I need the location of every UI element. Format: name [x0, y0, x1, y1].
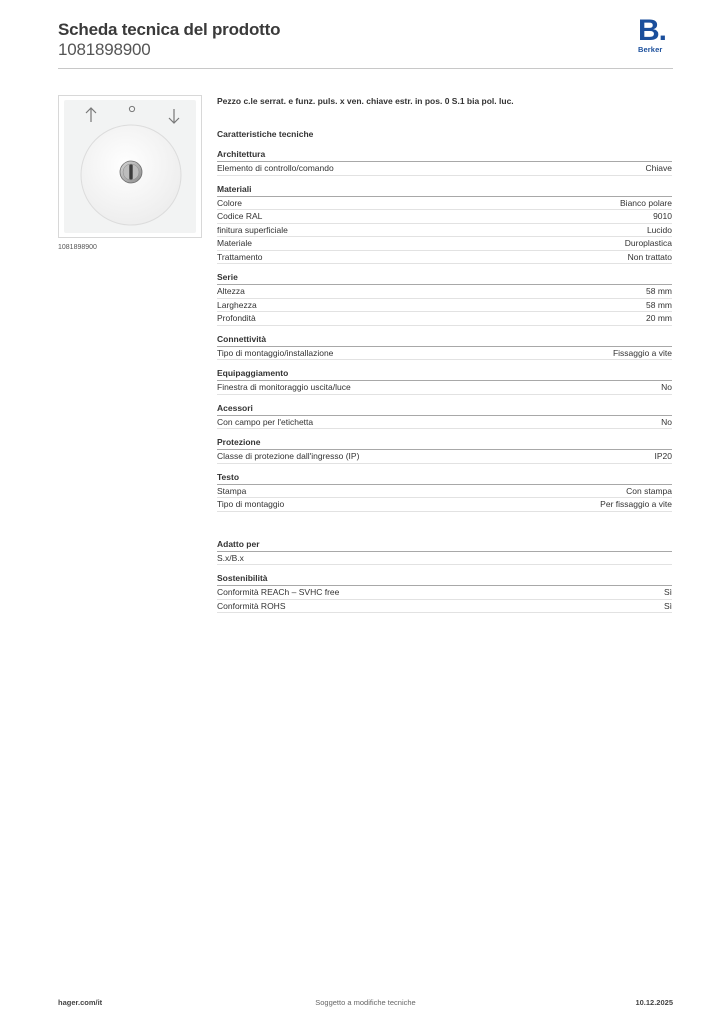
spec-row	[217, 237, 672, 251]
logo-word: Berker	[638, 45, 663, 54]
spec-row	[217, 485, 672, 499]
spec-row	[217, 299, 672, 313]
spec-value: Fissaggio a vite	[612, 347, 672, 358]
section-title: Testo	[217, 471, 672, 485]
circle-icon	[129, 106, 134, 111]
spec-label: Colore	[217, 197, 243, 208]
spec-label: Con campo per l'etichetta	[217, 416, 314, 427]
spec-row	[217, 312, 672, 326]
spec-value: 20 mm	[646, 313, 672, 323]
spec-row	[217, 416, 672, 430]
spec-row	[217, 224, 672, 238]
spec-value: Non trattato	[627, 251, 672, 262]
footer-date: 10.12.2025	[635, 998, 673, 1007]
spec-value: Sì	[663, 587, 672, 597]
spec-row	[217, 197, 672, 211]
spec-value: No	[661, 382, 672, 392]
section-connettivita	[217, 333, 672, 361]
section-title: Serie	[217, 271, 672, 285]
product-illustration	[64, 100, 196, 233]
image-caption: 1081898900	[58, 244, 97, 251]
section-title: Materiali	[217, 183, 672, 197]
characteristics-title: Caratteristiche tecniche	[217, 129, 314, 139]
spec-value: Bianco polare	[620, 197, 672, 208]
spec-row	[217, 251, 672, 265]
spec-value: 58 mm	[646, 286, 672, 296]
spec-label: Classe di protezione dall'ingresso (IP)	[217, 451, 360, 461]
spec-label: Conformità REACh – SVHC free	[217, 587, 340, 597]
key-cylinder-icon	[120, 161, 142, 183]
section-testo	[217, 471, 672, 512]
spec-value: 9010	[653, 211, 672, 221]
spec-label: Larghezza	[217, 299, 257, 310]
spec-row	[217, 162, 672, 176]
product-image	[58, 95, 202, 238]
spec-label: Altezza	[217, 286, 245, 296]
article-number: 1081898900	[58, 40, 151, 59]
footer-website-link[interactable]: hager.com/it	[58, 998, 103, 1007]
spec-value: Sì	[663, 600, 672, 611]
section-title: Architettura	[217, 148, 672, 162]
section-protezione	[217, 436, 672, 464]
header-divider	[58, 68, 673, 69]
spec-label: Profondità	[217, 313, 256, 323]
spec-label: Stampa	[217, 485, 247, 496]
product-plate	[64, 100, 196, 233]
spec-row	[217, 347, 672, 361]
section-title: Adatto per	[217, 538, 672, 552]
spec-row	[217, 210, 672, 224]
spec-row	[217, 381, 672, 395]
footer-notice: Soggetto a modifiche tecniche	[315, 998, 416, 1007]
spec-row	[217, 586, 672, 600]
section-adatto-per	[217, 538, 672, 566]
spec-label: Codice RAL	[217, 211, 263, 221]
spec-value: No	[661, 416, 672, 427]
spec-row	[217, 600, 672, 614]
spec-label: Conformità ROHS	[217, 600, 286, 611]
spec-value: 58 mm	[646, 299, 672, 310]
section-architettura	[217, 148, 672, 176]
product-description: Pezzo c.le serrat. e funz. puls. x ven. chiave estr. in pos. 0 S.1 bia pol. luc.	[217, 96, 514, 106]
section-materiali	[217, 183, 672, 265]
spec-label: S.x/B.x	[217, 552, 244, 563]
spec-value: IP20	[654, 451, 672, 461]
spec-row	[217, 450, 672, 464]
section-title: Acessori	[217, 402, 672, 416]
spec-value: Duroplastica	[624, 238, 672, 248]
product-content	[217, 95, 672, 613]
section-serie	[217, 271, 672, 326]
page-title: Scheda tecnica del prodotto	[58, 20, 281, 39]
spec-label: Elemento di controllo/comando	[217, 163, 334, 173]
section-title: Equipaggiamento	[217, 367, 672, 381]
spec-label: finitura superficiale	[217, 224, 288, 235]
section-title: Connettività	[217, 333, 672, 347]
spec-label: Materiale	[217, 238, 252, 248]
spec-row	[217, 552, 672, 566]
spec-row	[217, 498, 672, 512]
spec-row	[217, 285, 672, 299]
logo-letter: B.	[638, 14, 666, 47]
section-sostenibilita	[217, 572, 672, 613]
spec-value: Per fissaggio a vite	[600, 499, 672, 509]
section-acessori	[217, 402, 672, 430]
spec-label: Tipo di montaggio/installazione	[217, 347, 334, 358]
spec-label: Finestra di monitoraggio uscita/luce	[217, 382, 351, 392]
arrow-down-icon	[169, 109, 179, 123]
spec-value: Lucido	[646, 224, 672, 235]
berker-logo	[638, 16, 674, 56]
section-title: Protezione	[217, 436, 672, 450]
arrow-up-icon	[86, 108, 96, 122]
spec-value: Con stampa	[626, 485, 672, 496]
document-header	[58, 20, 673, 60]
spec-label: Tipo di montaggio	[217, 499, 285, 509]
section-title: Sostenibilità	[217, 572, 672, 586]
section-equipaggiamento	[217, 367, 672, 395]
spec-value: Chiave	[645, 163, 672, 173]
spec-label: Trattamento	[217, 251, 263, 262]
